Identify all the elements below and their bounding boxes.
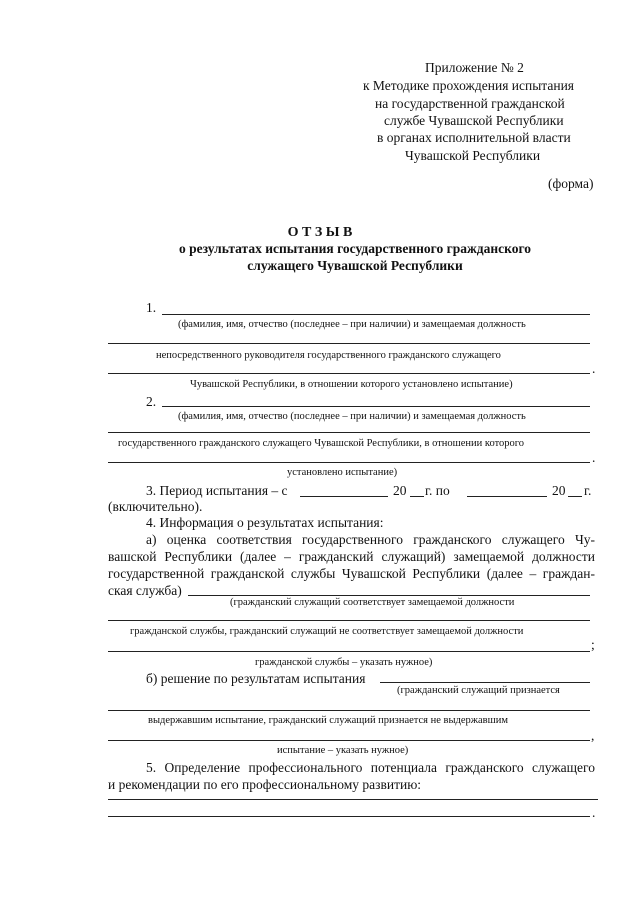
s3-inclusive: (включительно). <box>108 499 203 514</box>
s5-end-mark: . <box>592 805 596 820</box>
title-sub-1: о результатах испытания государственного гражданского <box>178 241 531 256</box>
s4-a-line-2: вашской Республики (далее – гражданский служащий) замещаемой должности <box>108 549 595 564</box>
s4-a-answer-line-2 <box>108 620 590 621</box>
s4-a-caption-3: гражданской службы – указать нужное) <box>255 657 433 668</box>
s1-caption-1: (фамилия, имя, отчество (последнее – при наличии) и замещаемая должность <box>178 319 526 330</box>
s2-caption-1: (фамилия, имя, отчество (последнее – при наличии) и замещаемая должность <box>178 411 526 422</box>
s3-year-prefix-1: 20 <box>393 483 407 498</box>
header-line-4: службе Чувашской Республики <box>384 113 564 128</box>
s4-b-label: б) решение по результатам испытания <box>146 671 366 686</box>
s1-caption-2: непосредственного руководителя государственного гражданского служащего <box>156 350 501 361</box>
form-label: (форма) <box>548 176 594 191</box>
s4-b-answer-line-2 <box>108 710 590 711</box>
s4-a-answer-line-3 <box>108 651 590 652</box>
s4-a-end-mark: ; <box>591 637 595 652</box>
s2-line-3 <box>108 462 590 463</box>
s2-caption-2: государственного гражданского служащего Чувашской Республики, в отношении которого <box>118 438 525 449</box>
header-line-3: на государственной гражданской <box>375 96 565 111</box>
s4-a-caption-1: (гражданский служащий соответствует замещаемой должности <box>230 597 515 608</box>
s3-start-date-line <box>300 496 388 497</box>
s3-end-date-line <box>467 496 547 497</box>
header-line-5: в органах исполнительной власти <box>377 130 571 145</box>
s4-a-answer-line-1 <box>188 595 590 596</box>
s2-caption-3: установлено испытание) <box>287 467 398 478</box>
s2-end-mark: . <box>592 450 596 465</box>
s5-line-1: 5. Определение профессионального потенциала гражданского служащего <box>146 760 595 775</box>
s5-answer-line-2 <box>108 816 590 817</box>
s4-a-line-1: а) оценка соответствия государственного гражданского служащего Чу- <box>146 532 595 547</box>
s3-year-prefix-2: 20 <box>552 483 566 498</box>
s4-b-answer-line-3 <box>108 740 590 741</box>
s4-b-end-mark: , <box>591 728 595 743</box>
s3-start-year-line <box>410 496 424 497</box>
header-line-2: к Методике прохождения испытания <box>363 78 575 93</box>
s2-line-1 <box>162 406 590 407</box>
s1-line-2 <box>108 343 590 344</box>
s3-to-label: г. по <box>425 483 450 498</box>
s4-b-caption-3: испытание – указать нужное) <box>277 745 409 756</box>
page-title: О Т З Ы В <box>287 225 353 240</box>
s4-a-line-4: ская служба) <box>108 583 182 598</box>
s2-line-2 <box>108 432 590 433</box>
s1-caption-3: Чувашской Республики, в отношении которого установлено испытание) <box>190 379 513 390</box>
s1-line-3 <box>108 373 590 374</box>
s1-line-1 <box>162 314 590 315</box>
s5-line-2: и рекомендации по его профессиональному развитию: <box>108 777 422 792</box>
s3-end-year-line <box>568 496 582 497</box>
s4-a-line-3: государственной гражданской службы Чувашской Республики (далее – граждан- <box>108 566 595 581</box>
s4-b-caption-1: (гражданский служащий признается <box>397 685 560 696</box>
s3-year-suffix: г. <box>584 483 592 498</box>
s4-a-caption-2: гражданской службы, гражданский служащий не соответствует замещаемой должности <box>130 626 524 637</box>
s5-answer-line-1 <box>108 799 598 800</box>
s1-end-mark: . <box>592 361 596 376</box>
s4-title: 4. Информация о результатах испытания: <box>146 515 384 530</box>
header-line-1: Приложение № 2 <box>425 60 524 75</box>
title-sub-2: служащего Чувашской Республики <box>247 258 463 273</box>
header-line-6: Чувашской Республики <box>405 148 541 163</box>
s3-period-label: 3. Период испытания – с <box>146 483 288 498</box>
s4-b-caption-2: выдержавшим испытание, гражданский служащий признается не выдержавшим <box>148 715 508 726</box>
s1-number: 1. <box>146 300 157 315</box>
s2-number: 2. <box>146 394 157 409</box>
s4-b-answer-line-1 <box>380 682 590 683</box>
